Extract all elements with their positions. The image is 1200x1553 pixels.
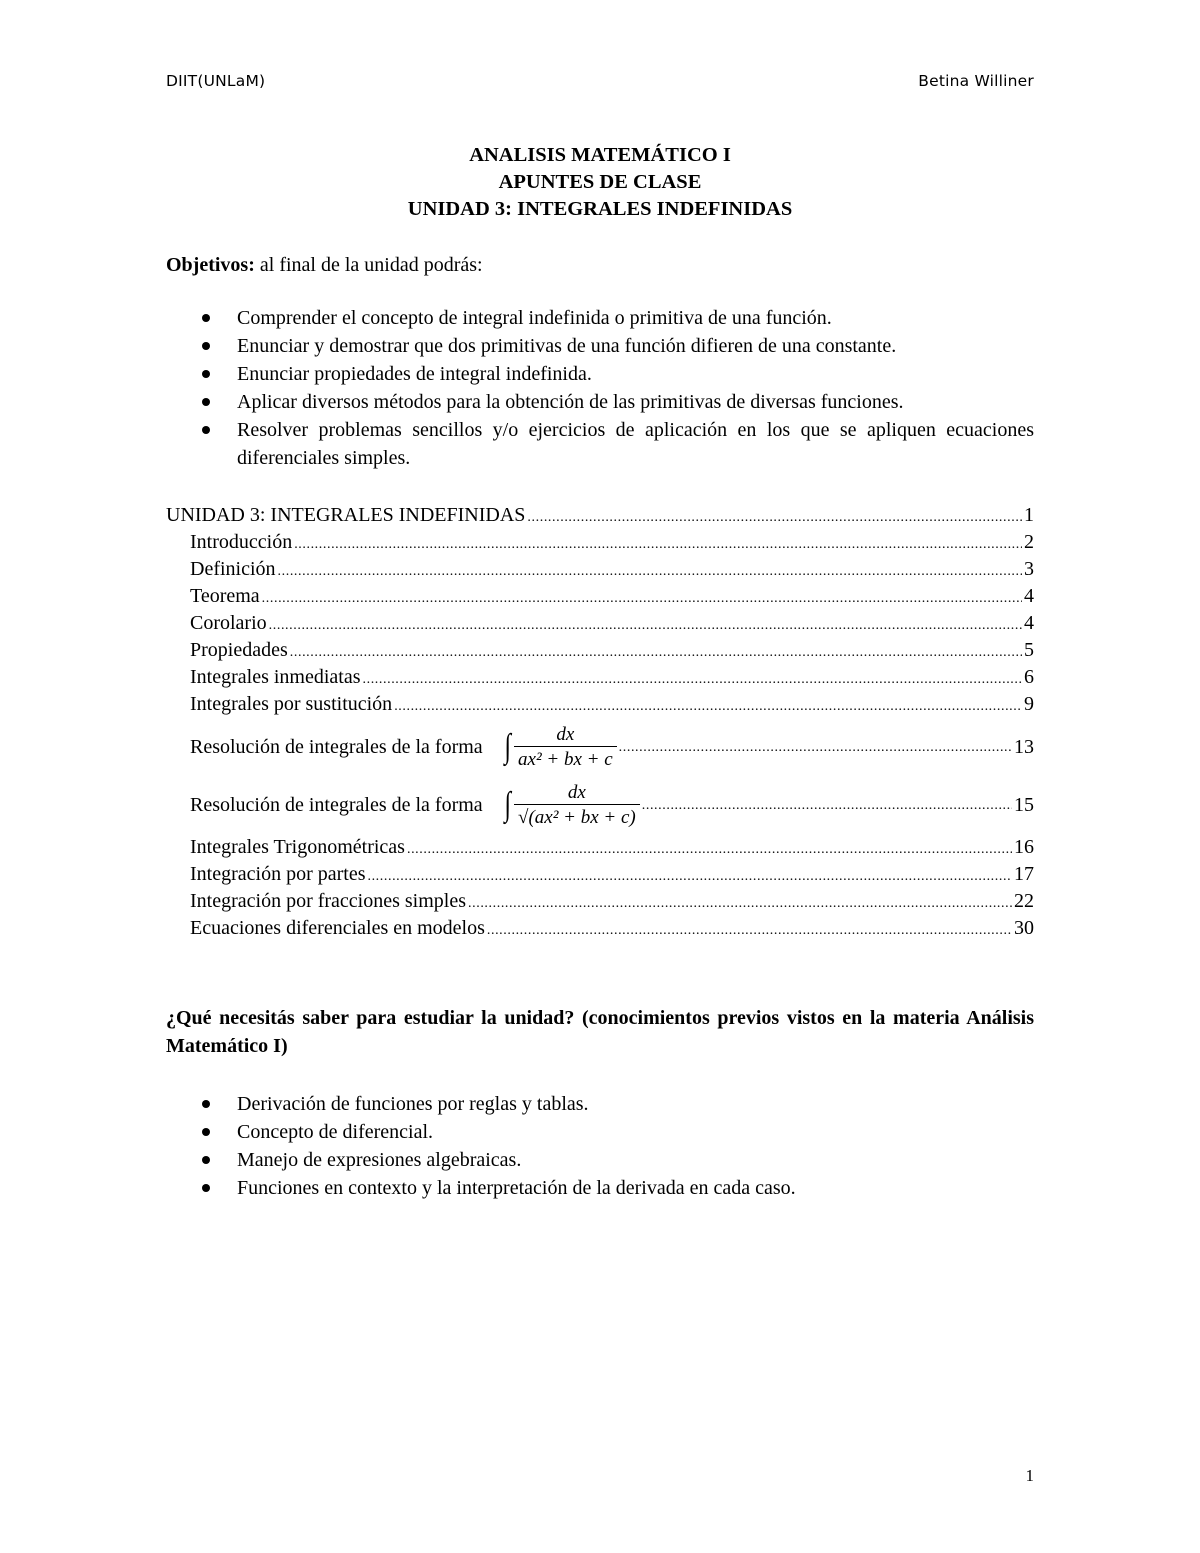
fraction	[514, 782, 640, 829]
list-item	[166, 1090, 1034, 1118]
toc-entry-page: 4	[1024, 612, 1034, 634]
toc-leader	[394, 693, 1022, 720]
bullet-icon	[202, 370, 210, 378]
toc-entry-label: Teorema	[190, 585, 260, 607]
list-item	[166, 1174, 1034, 1202]
list-item-text: Funciones en contexto y la interpretación de la derivada en cada caso.	[237, 1177, 796, 1199]
toc-entry-page: 17	[1014, 863, 1034, 885]
toc-entry-label: Integración por partes	[190, 863, 366, 885]
bullet-icon	[202, 342, 210, 350]
toc-entry-page: 6	[1024, 666, 1034, 688]
list-item-text: Derivación de funciones por reglas y tablas.	[237, 1093, 589, 1115]
page-header	[166, 72, 1034, 90]
toc-entry[interactable]	[166, 691, 1034, 718]
list-item	[166, 1146, 1034, 1174]
list-item-text: Resolver problemas sencillos y/o ejercicios de aplicación en los que se apliquen ecuaciones diferenciales simples.	[237, 419, 1034, 469]
fraction	[514, 724, 617, 771]
list-item	[166, 416, 1034, 472]
toc-entry-page: 30	[1014, 917, 1034, 939]
toc-entry[interactable]	[166, 915, 1034, 942]
list-item-text: Concepto de diferencial.	[237, 1121, 434, 1143]
list-item	[166, 332, 1034, 360]
toc-entry-page: 15	[1014, 793, 1034, 816]
list-item-text: Comprender el concepto de integral indefinida o primitiva de una función.	[237, 307, 832, 329]
toc-entry-page: 9	[1024, 693, 1034, 715]
toc-leader	[642, 792, 1012, 819]
toc-entry[interactable]	[166, 664, 1034, 691]
bullet-icon	[202, 1184, 210, 1192]
toc-entry[interactable]	[166, 861, 1034, 888]
toc-entry-label: Resolución de integrales de la forma	[190, 793, 483, 816]
header-institution: DIIT(UNLaM)	[166, 72, 266, 90]
toc-entry[interactable]	[166, 583, 1034, 610]
prerequisites-list	[166, 1090, 1034, 1202]
toc-leader	[468, 890, 1012, 917]
toc-leader	[367, 863, 1012, 890]
toc-leader	[278, 558, 1022, 585]
integral-formula	[503, 724, 617, 771]
list-item-text: Enunciar y demostrar que dos primitivas de una función difieren de una constante.	[237, 335, 897, 357]
toc-entry-label: Introducción	[190, 531, 293, 553]
toc-entry-main[interactable]	[166, 502, 1034, 529]
toc-leader	[487, 917, 1012, 944]
prerequisites-question: ¿Qué necesitás saber para estudiar la unidad? (conocimientos previos vistos en la materia Análisis Matemático I)	[166, 1007, 1034, 1057]
bullet-icon	[202, 1128, 210, 1136]
toc-leader	[290, 639, 1022, 666]
toc-entry-label: Integrales inmediatas	[190, 666, 361, 688]
header-author: Betina Williner	[918, 72, 1034, 90]
toc-entry-page: 5	[1024, 639, 1034, 661]
table-of-contents	[166, 502, 1034, 942]
objectives-intro-text: al final de la unidad podrás:	[254, 254, 483, 276]
bullet-icon	[202, 1156, 210, 1164]
list-item-text: Manejo de expresiones algebraicas.	[237, 1149, 522, 1171]
toc-entry-formula[interactable]	[166, 718, 1034, 776]
toc-leader	[407, 836, 1012, 863]
toc-entry-label: Corolario	[190, 612, 267, 634]
toc-leader	[363, 666, 1023, 693]
toc-leader	[269, 612, 1022, 639]
toc-entry[interactable]	[166, 637, 1034, 664]
toc-entry-page: 16	[1014, 836, 1034, 858]
integral-sign-icon: ∫	[504, 786, 511, 823]
toc-entry[interactable]	[166, 610, 1034, 637]
fraction-numerator: dx	[556, 723, 575, 745]
fraction-denominator: ax² + bx + c	[514, 746, 617, 771]
toc-entry-label: UNIDAD 3: INTEGRALES INDEFINIDAS	[166, 504, 526, 526]
toc-entry-label: Integrales Trigonométricas	[190, 836, 405, 858]
toc-entry-label: Propiedades	[190, 639, 288, 661]
fraction-numerator: dx	[567, 781, 586, 803]
toc-entry-page: 22	[1014, 890, 1034, 912]
objectives-intro	[166, 252, 1034, 278]
bullet-icon	[202, 314, 210, 322]
list-item	[166, 360, 1034, 388]
list-item	[166, 1118, 1034, 1146]
list-item-text: Enunciar propiedades de integral indefinida.	[237, 363, 592, 385]
toc-entry[interactable]	[166, 888, 1034, 915]
bullet-icon	[202, 398, 210, 406]
page-number: 1	[1025, 1466, 1034, 1485]
toc-leader	[294, 531, 1022, 558]
bullet-icon	[202, 426, 210, 434]
toc-entry[interactable]	[166, 834, 1034, 861]
list-item	[166, 304, 1034, 332]
title-unit: UNIDAD 3: INTEGRALES INDEFINIDAS	[407, 198, 793, 220]
list-item	[166, 388, 1034, 416]
integral-sign-icon: ∫	[504, 728, 511, 765]
bullet-icon	[202, 1100, 210, 1108]
title-course: ANALISIS MATEMÁTICO I	[469, 144, 731, 166]
toc-leader	[262, 585, 1022, 612]
toc-entry-page: 2	[1024, 531, 1034, 553]
toc-entry-label: Ecuaciones diferenciales en modelos	[190, 917, 485, 939]
toc-entry[interactable]	[166, 529, 1034, 556]
toc-entry-label: Integrales por sustitución	[190, 693, 393, 715]
toc-entry-label: Definición	[190, 558, 276, 580]
toc-entry-label: Integración por fracciones simples	[190, 890, 467, 912]
objectives-label: Objetivos:	[166, 254, 255, 276]
toc-entry-label: Resolución de integrales de la forma	[190, 735, 483, 758]
toc-entry[interactable]	[166, 556, 1034, 583]
toc-leader	[619, 734, 1012, 761]
toc-entry-page: 3	[1024, 558, 1034, 580]
toc-entry-formula[interactable]	[166, 776, 1034, 834]
objectives-list	[166, 304, 1034, 472]
document-title-block	[166, 142, 1034, 223]
toc-entry-page: 13	[1014, 735, 1034, 758]
integral-formula	[503, 782, 640, 829]
list-item-text: Aplicar diversos métodos para la obtención de las primitivas de diversas funciones.	[237, 391, 904, 413]
toc-entry-page: 4	[1024, 585, 1034, 607]
toc-entry-page: 1	[1024, 504, 1034, 526]
fraction-denominator: √(ax² + bx + c)	[514, 804, 640, 829]
title-subtitle: APUNTES DE CLASE	[498, 171, 702, 193]
toc-leader	[527, 504, 1022, 531]
